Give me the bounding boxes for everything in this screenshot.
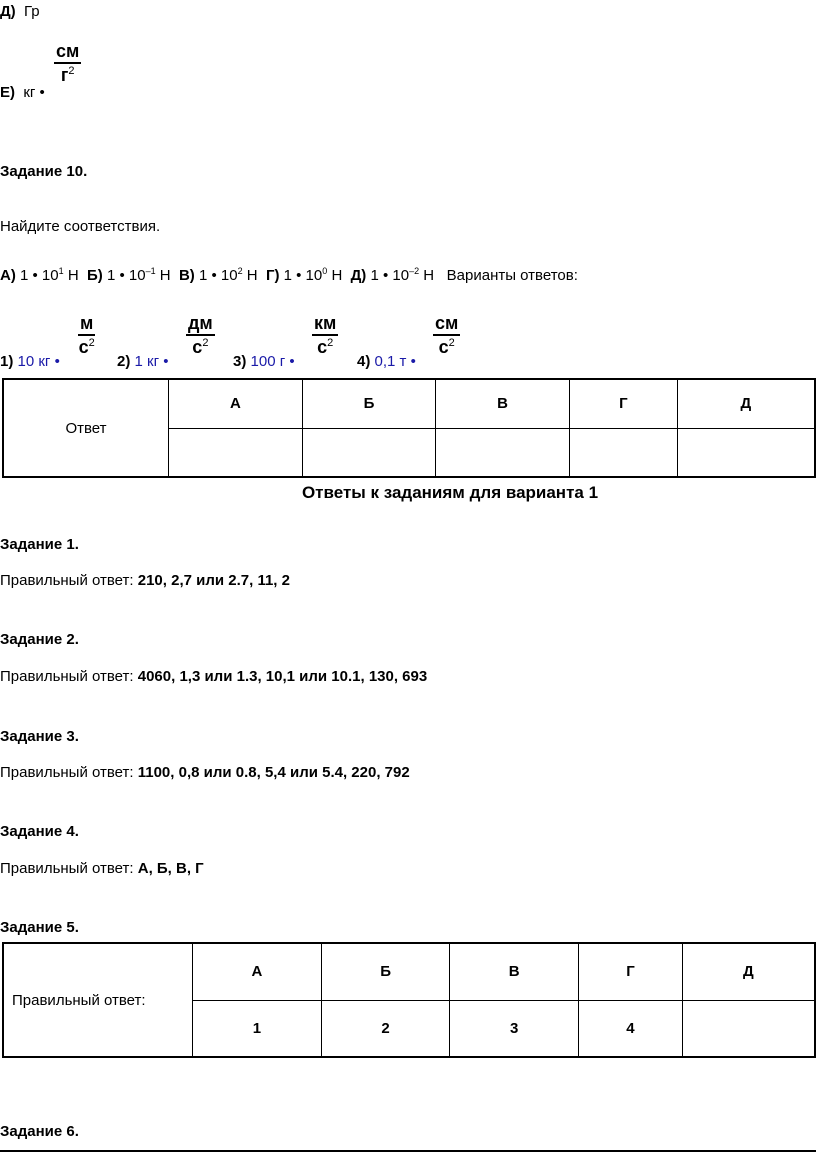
table-header-g: Г — [579, 943, 683, 1000]
item-exponent: –2 — [409, 266, 420, 276]
answer-cell[interactable] — [570, 428, 678, 477]
option-d-line — [0, 3, 40, 20]
item-unit: Н — [246, 267, 258, 284]
option-text: 1 кг • — [134, 353, 169, 370]
task-5-title: Задание 5. — [0, 919, 79, 936]
option-1-fraction — [78, 312, 95, 358]
table-header-d: Д — [677, 379, 815, 428]
option-3-fraction — [312, 312, 338, 358]
task-5-answer-table — [2, 942, 816, 1058]
answers-heading: Ответы к заданиям для варианта 1 — [301, 483, 599, 502]
fraction-denominator: $с^2$ — [317, 337, 334, 357]
table-header-v: В — [450, 943, 579, 1000]
correct-label: Правильный ответ: — [0, 860, 134, 877]
item-unit: Н — [159, 267, 171, 284]
fraction-denominator: $г^2$ — [60, 65, 75, 85]
task-10-answer-table — [2, 378, 816, 478]
table-row-label: Ответ — [3, 379, 169, 477]
item-unit: Н — [331, 267, 343, 284]
option-number: 4) — [357, 353, 371, 370]
item-exponent: 0 — [322, 266, 328, 276]
option-text: 100 г • — [250, 353, 295, 370]
option-text: 10 кг • — [17, 353, 60, 370]
option-number: 2) — [117, 353, 131, 370]
table-row-label: Правильный ответ: — [3, 943, 193, 1057]
fraction-denominator: $с^2$ — [192, 337, 209, 357]
table-header-g: Г — [570, 379, 678, 428]
table-header-b: Б — [321, 943, 449, 1000]
option-3 — [233, 353, 295, 370]
answer-value: А, Б, В, Г — [137, 860, 204, 877]
fraction-numerator: дм — [186, 312, 215, 336]
item-unit: Н — [67, 267, 79, 284]
task-10-instruction: Найдите соответствия. — [0, 218, 161, 235]
answer-cell: 3 — [450, 1000, 579, 1057]
option-number: 1) — [0, 353, 14, 370]
answer-cell: 2 — [321, 1000, 449, 1057]
table-header-a: А — [169, 379, 303, 428]
answer-cell[interactable] — [436, 428, 570, 477]
task-3-answer — [0, 764, 410, 781]
option-4-fraction — [433, 312, 460, 358]
option-4 — [357, 353, 416, 370]
item-exponent: 1 — [58, 266, 64, 276]
answer-value: 4060, 1,3 или 1.3, 10,1 или 10.1, 130, 693 — [137, 668, 428, 685]
correct-label: Правильный ответ: — [0, 572, 134, 589]
fraction-denominator: $с^2$ — [78, 337, 95, 357]
item-value: 1 • 10 — [20, 267, 59, 284]
option-number: 3) — [233, 353, 247, 370]
item-unit: Н — [423, 267, 435, 284]
option-1 — [0, 353, 60, 370]
table-header-d: Д — [682, 943, 815, 1000]
correct-label: Правильный ответ: — [0, 764, 134, 781]
task-2-title: Задание 2. — [0, 631, 79, 648]
task-10-items — [0, 267, 578, 284]
option-2-fraction — [186, 312, 215, 358]
section-divider — [0, 1150, 816, 1152]
task-1-title: Задание 1. — [0, 536, 79, 553]
option-letter: Д) — [0, 3, 16, 20]
fraction-numerator: см — [433, 312, 460, 336]
task-2-answer — [0, 668, 427, 685]
task-6-title: Задание 6. — [0, 1123, 79, 1140]
item-letter: Д) — [350, 267, 367, 284]
fraction-numerator: см — [54, 40, 81, 64]
answer-value: 1100, 0,8 или 0.8, 5,4 или 5.4, 220, 792 — [137, 764, 410, 781]
option-text: кг • — [23, 84, 45, 101]
answer-cell: 4 — [579, 1000, 683, 1057]
answer-cell[interactable] — [677, 428, 815, 477]
task-3-title: Задание 3. — [0, 728, 79, 745]
task-10-title: Задание 10. — [0, 163, 88, 180]
item-exponent: –1 — [145, 266, 156, 276]
answer-cell[interactable] — [169, 428, 303, 477]
option-2 — [117, 353, 168, 370]
unit-fraction — [54, 40, 81, 86]
task-1-answer — [0, 572, 290, 589]
option-e-line — [0, 84, 45, 101]
option-text: Гр — [24, 3, 40, 20]
fraction-numerator: км — [312, 312, 338, 336]
item-value: 1 • 10 — [370, 267, 410, 284]
variants-label: Варианты ответов: — [446, 267, 578, 284]
answer-value: 210, 2,7 или 2.7, 11, 2 — [137, 572, 290, 589]
item-letter: В) — [178, 267, 195, 284]
item-letter: Б) — [87, 267, 103, 284]
item-letter: А) — [0, 267, 16, 284]
answer-cell[interactable] — [302, 428, 435, 477]
option-text: 0,1 т • — [374, 353, 416, 370]
table-header-b: Б — [302, 379, 435, 428]
answer-cell: 1 — [193, 1000, 322, 1057]
item-letter: Г) — [265, 267, 280, 284]
item-value: 1 • 10 — [283, 267, 323, 284]
table-header-a: А — [193, 943, 322, 1000]
item-exponent: 2 — [237, 266, 243, 276]
task-4-title: Задание 4. — [0, 823, 79, 840]
table-header-v: В — [436, 379, 570, 428]
fraction-denominator: $с^2$ — [438, 337, 455, 357]
item-value: 1 • 10 — [106, 267, 146, 284]
answer-cell — [682, 1000, 815, 1057]
option-letter: Е) — [0, 84, 15, 101]
fraction-numerator: м — [78, 312, 95, 336]
task-4-answer — [0, 860, 204, 877]
correct-label: Правильный ответ: — [0, 668, 134, 685]
item-value: 1 • 10 — [198, 267, 238, 284]
